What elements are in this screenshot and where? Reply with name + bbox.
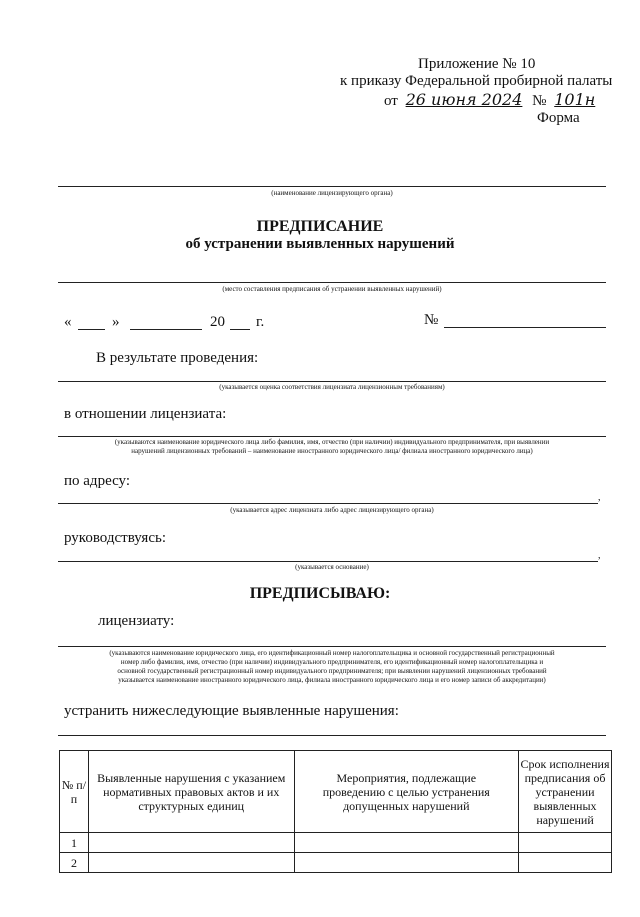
form-label: Форма [537,110,580,126]
result-label: В результате проведения: [96,350,259,366]
basis-line [58,561,598,562]
order-reference: к приказу Федеральной пробирной палаты [340,73,613,89]
number-label: № [532,93,547,109]
row-number: 2 [60,853,89,873]
header-violations: Выявленные нарушения с указанием нормативных правовых актов и их структурных единиц [88,751,294,833]
licensee-line [58,436,606,437]
row-deadline-cell[interactable] [519,853,612,873]
month-line [130,329,202,330]
address-caption: (указывается адрес лицензиата либо адрес лицензирующего органа) [230,506,434,514]
year-prefix: 20 [210,314,225,330]
eliminate-label: устранить нижеследующие выявленные нарушения: [64,703,399,719]
assessment-caption: (указывается оценка соответствия лицензиата лицензионным требованиям) [219,383,445,391]
header-number: № п/п [60,751,89,833]
handwritten-number: 101н [554,90,596,109]
place-line [58,282,606,283]
table-row [60,833,612,853]
assessment-line [58,381,606,382]
header-deadline: Срок исполнения предписания об устранении выявленных нарушений [519,751,612,833]
eliminate-line [58,735,606,736]
day-line [78,329,105,330]
table-row [60,853,612,873]
year-line [230,329,250,330]
row-number: 1 [60,833,89,853]
violations-table [59,750,612,873]
licensing-body-caption: (наименование лицензирующего органа) [271,189,393,197]
licensee2-line [58,646,606,647]
number-sign: № [424,312,439,328]
address-label: по адресу: [64,473,131,489]
licensee2-caption-3: основной государственный регистрационный номер индивидуального предпринимателя; при выявлении нарушений лицензионных требований [117,667,547,675]
licensee-label: лицензиату: [98,613,175,629]
header-measures: Мероприятия, подлежащие проведению с целью устранения допущенных нарушений [294,751,519,833]
row-violation-cell[interactable] [88,833,294,853]
document-title: ПРЕДПИСАНИЕ [256,218,384,235]
row-deadline-cell[interactable] [519,833,612,853]
row-measures-cell[interactable] [294,853,519,873]
licensee-caption-2: нарушений лицензионных требований – наименование иностранного юридического лица/ филиала иностранного юридического лица) [131,447,533,455]
close-quote: » [112,314,120,330]
licensee2-caption-1: (указываются наименование юридического лица, его идентификационный номер налогоплательщика и основной государственный регистрационный [109,649,555,657]
place-caption: (место составления предписания об устранении выявленных нарушений) [222,285,442,293]
appendix-number: Приложение № 10 [418,56,536,72]
address-line [58,503,598,504]
number-line [444,327,606,328]
licensee2-caption-2: номер либо фамилия, имя, отчество (при наличии) индивидуального предпринимателя, его идентификационный номер налогоплательщика и [120,658,544,666]
address-comma: , [598,492,601,503]
basis-caption: (указывается основание) [295,563,369,571]
row-measures-cell[interactable] [294,833,519,853]
table-header-row [60,751,612,833]
row-violation-cell[interactable] [88,853,294,873]
order-date-row [384,90,595,110]
open-quote: « [64,314,72,330]
licensee2-caption-4: указывается наименование иностранного юридического лица, филиала иностранного юридического лица и его номер записи об аккредитации) [118,676,546,684]
guided-label: руководствуясь: [64,530,166,546]
licensing-body-line [58,186,606,187]
basis-comma: , [598,550,601,561]
year-suffix: г. [256,314,265,330]
handwritten-date: 26 июня 2024 [405,90,523,109]
regarding-label: в отношении лицензиата: [64,406,227,422]
order-heading: ПРЕДПИСЫВАЮ: [249,585,391,602]
from-label: от [384,93,398,109]
document-subtitle: об устранении выявленных нарушений [185,236,455,252]
licensee-caption-1: (указываются наименование юридического лица либо фамилия, имя, отчество (при наличии) индивидуального предпринимателя, при выявлении [114,438,550,446]
